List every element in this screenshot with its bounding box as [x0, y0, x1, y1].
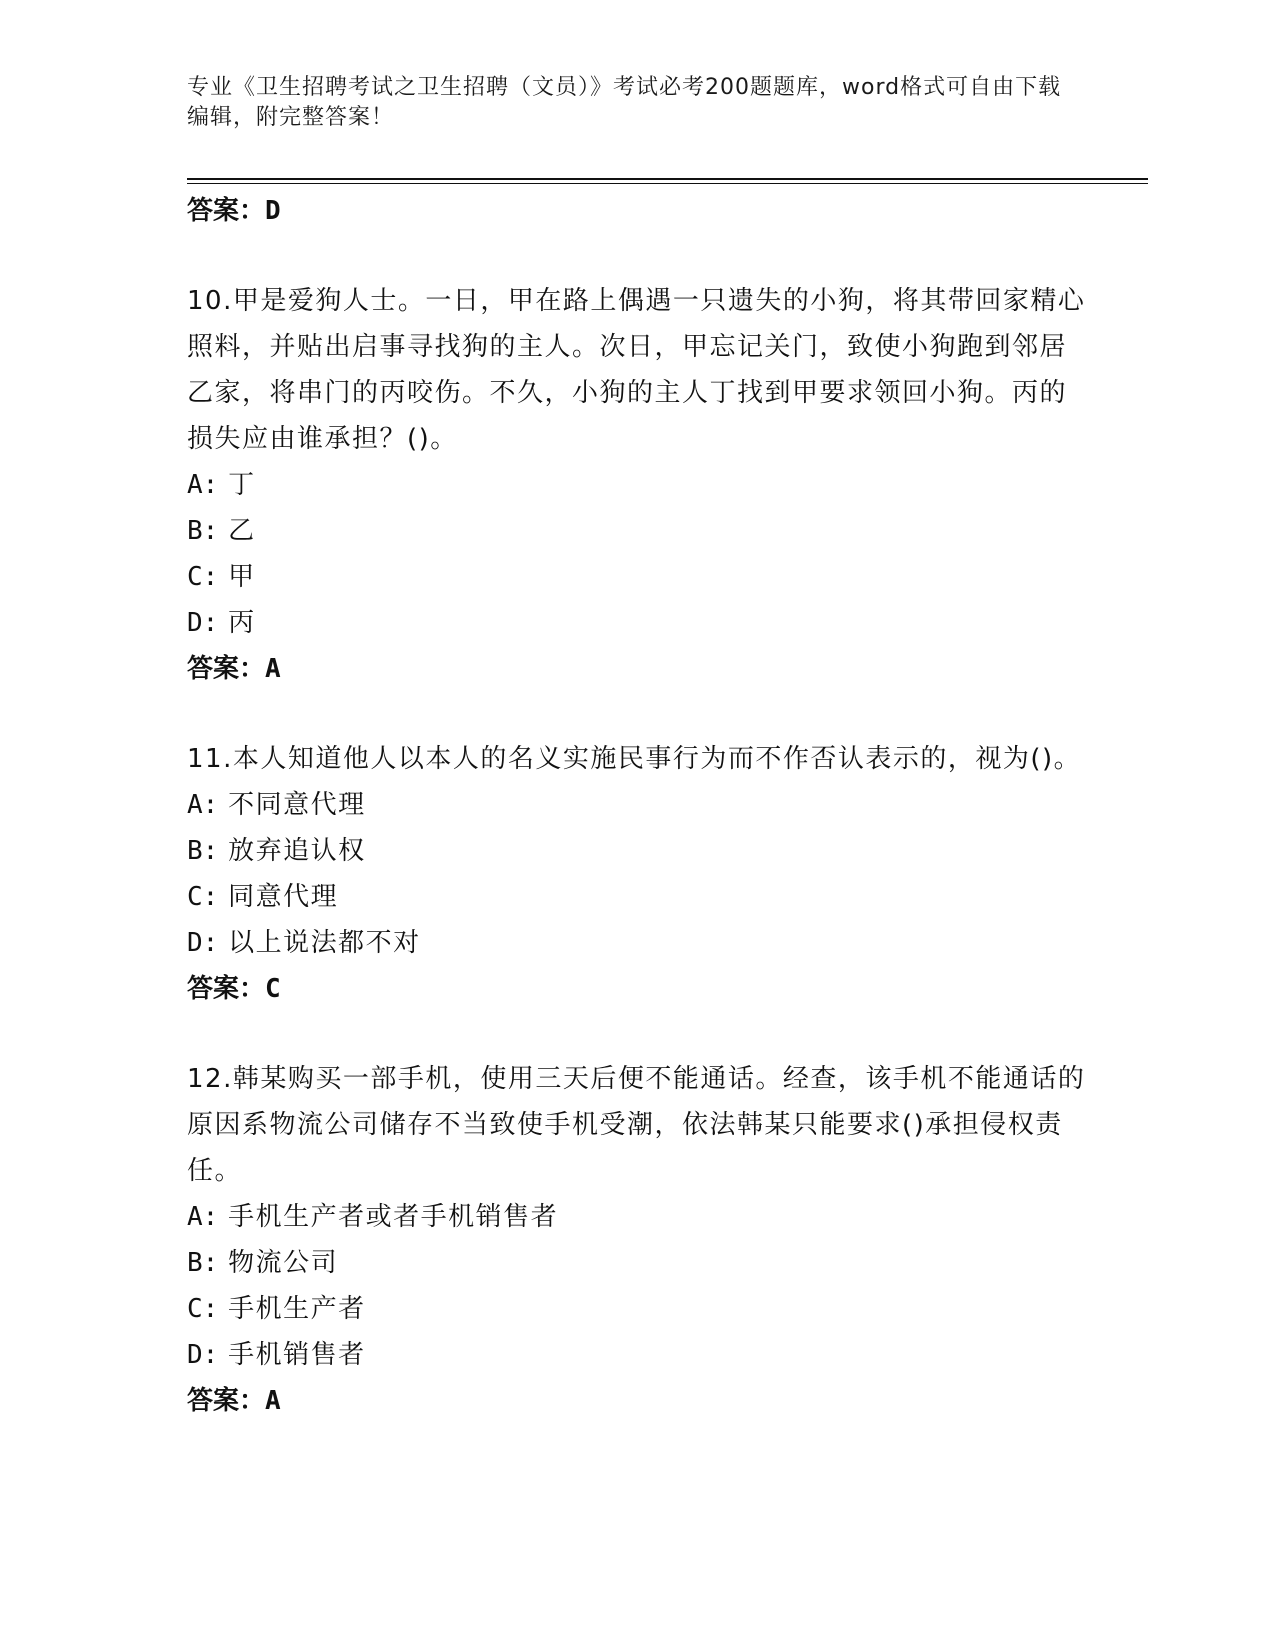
option-text: 不同意代理 — [228, 790, 366, 820]
question-block — [187, 736, 1087, 1012]
question-stem: 10.甲是爱狗人士。一日，甲在路上偶遇一只遗失的小狗，将其带回家精心照料，并贴出启事寻找狗的主人。次日，甲忘记关门，致使小狗跑到邻居乙家，将串门的丙咬伤。不久，小狗的主人丁找到甲要求领回小狗。丙的损失应由谁承担？()。 — [187, 286, 1086, 454]
option-text: 甲 — [228, 562, 256, 592]
option-a — [187, 782, 1087, 828]
option-b — [187, 1240, 1087, 1286]
answer-label: 答案： — [187, 196, 266, 226]
option-letter: C: — [187, 1294, 219, 1324]
option-a — [187, 1194, 1087, 1240]
option-text: 物流公司 — [228, 1248, 339, 1278]
answer-label: 答案： — [187, 1386, 266, 1416]
option-d — [187, 920, 1087, 966]
option-c — [187, 554, 1087, 600]
answer-line — [187, 966, 1087, 1012]
option-text: 手机生产者或者手机销售者 — [228, 1202, 559, 1232]
option-letter: C: — [187, 562, 219, 592]
option-a — [187, 462, 1087, 508]
option-c — [187, 874, 1087, 920]
answer-line — [187, 188, 1087, 234]
option-d — [187, 1332, 1087, 1378]
option-letter: D: — [187, 608, 219, 638]
answer-label: 答案： — [187, 654, 266, 684]
answer-line — [187, 646, 1087, 692]
option-letter: D: — [187, 928, 219, 958]
option-letter: A: — [187, 1202, 219, 1232]
document-header: 专业《卫生招聘考试之卫生招聘（文员）》考试必考200题题库，word格式可自由下载编辑，附完整答案！ — [187, 75, 1062, 130]
header-divider-thick — [187, 178, 1148, 180]
question-stem: 11.本人知道他人以本人的名义实施民事行为而不作否认表示的，视为()。 — [187, 744, 1082, 774]
option-b — [187, 508, 1087, 554]
answer-label: 答案： — [187, 974, 266, 1004]
question-block — [187, 278, 1087, 692]
option-text: 手机销售者 — [228, 1340, 366, 1370]
option-letter: B: — [187, 1248, 219, 1278]
answer-value: D — [265, 196, 281, 226]
option-b — [187, 828, 1087, 874]
answer-value: A — [265, 654, 281, 684]
option-c — [187, 1286, 1087, 1332]
option-letter: D: — [187, 1340, 219, 1370]
question-block — [187, 1056, 1087, 1424]
option-text: 乙 — [228, 516, 256, 546]
answer-line — [187, 1378, 1087, 1424]
option-letter: C: — [187, 882, 219, 912]
answer-value: C — [265, 974, 281, 1004]
option-d — [187, 600, 1087, 646]
option-letter: B: — [187, 516, 219, 546]
option-letter: A: — [187, 790, 219, 820]
option-text: 丙 — [228, 608, 256, 638]
option-text: 手机生产者 — [228, 1294, 366, 1324]
option-text: 放弃追认权 — [228, 836, 366, 866]
option-text: 以上说法都不对 — [228, 928, 421, 958]
option-text: 同意代理 — [228, 882, 339, 912]
option-letter: A: — [187, 470, 219, 500]
header-divider-thin — [187, 183, 1148, 184]
option-letter: B: — [187, 836, 219, 866]
answer-value: A — [265, 1386, 281, 1416]
question-content — [187, 188, 1087, 1468]
question-stem: 12.韩某购买一部手机，使用三天后便不能通话。经查，该手机不能通话的原因系物流公司储存不当致使手机受潮，依法韩某只能要求()承担侵权责任。 — [187, 1064, 1086, 1186]
option-text: 丁 — [228, 470, 256, 500]
